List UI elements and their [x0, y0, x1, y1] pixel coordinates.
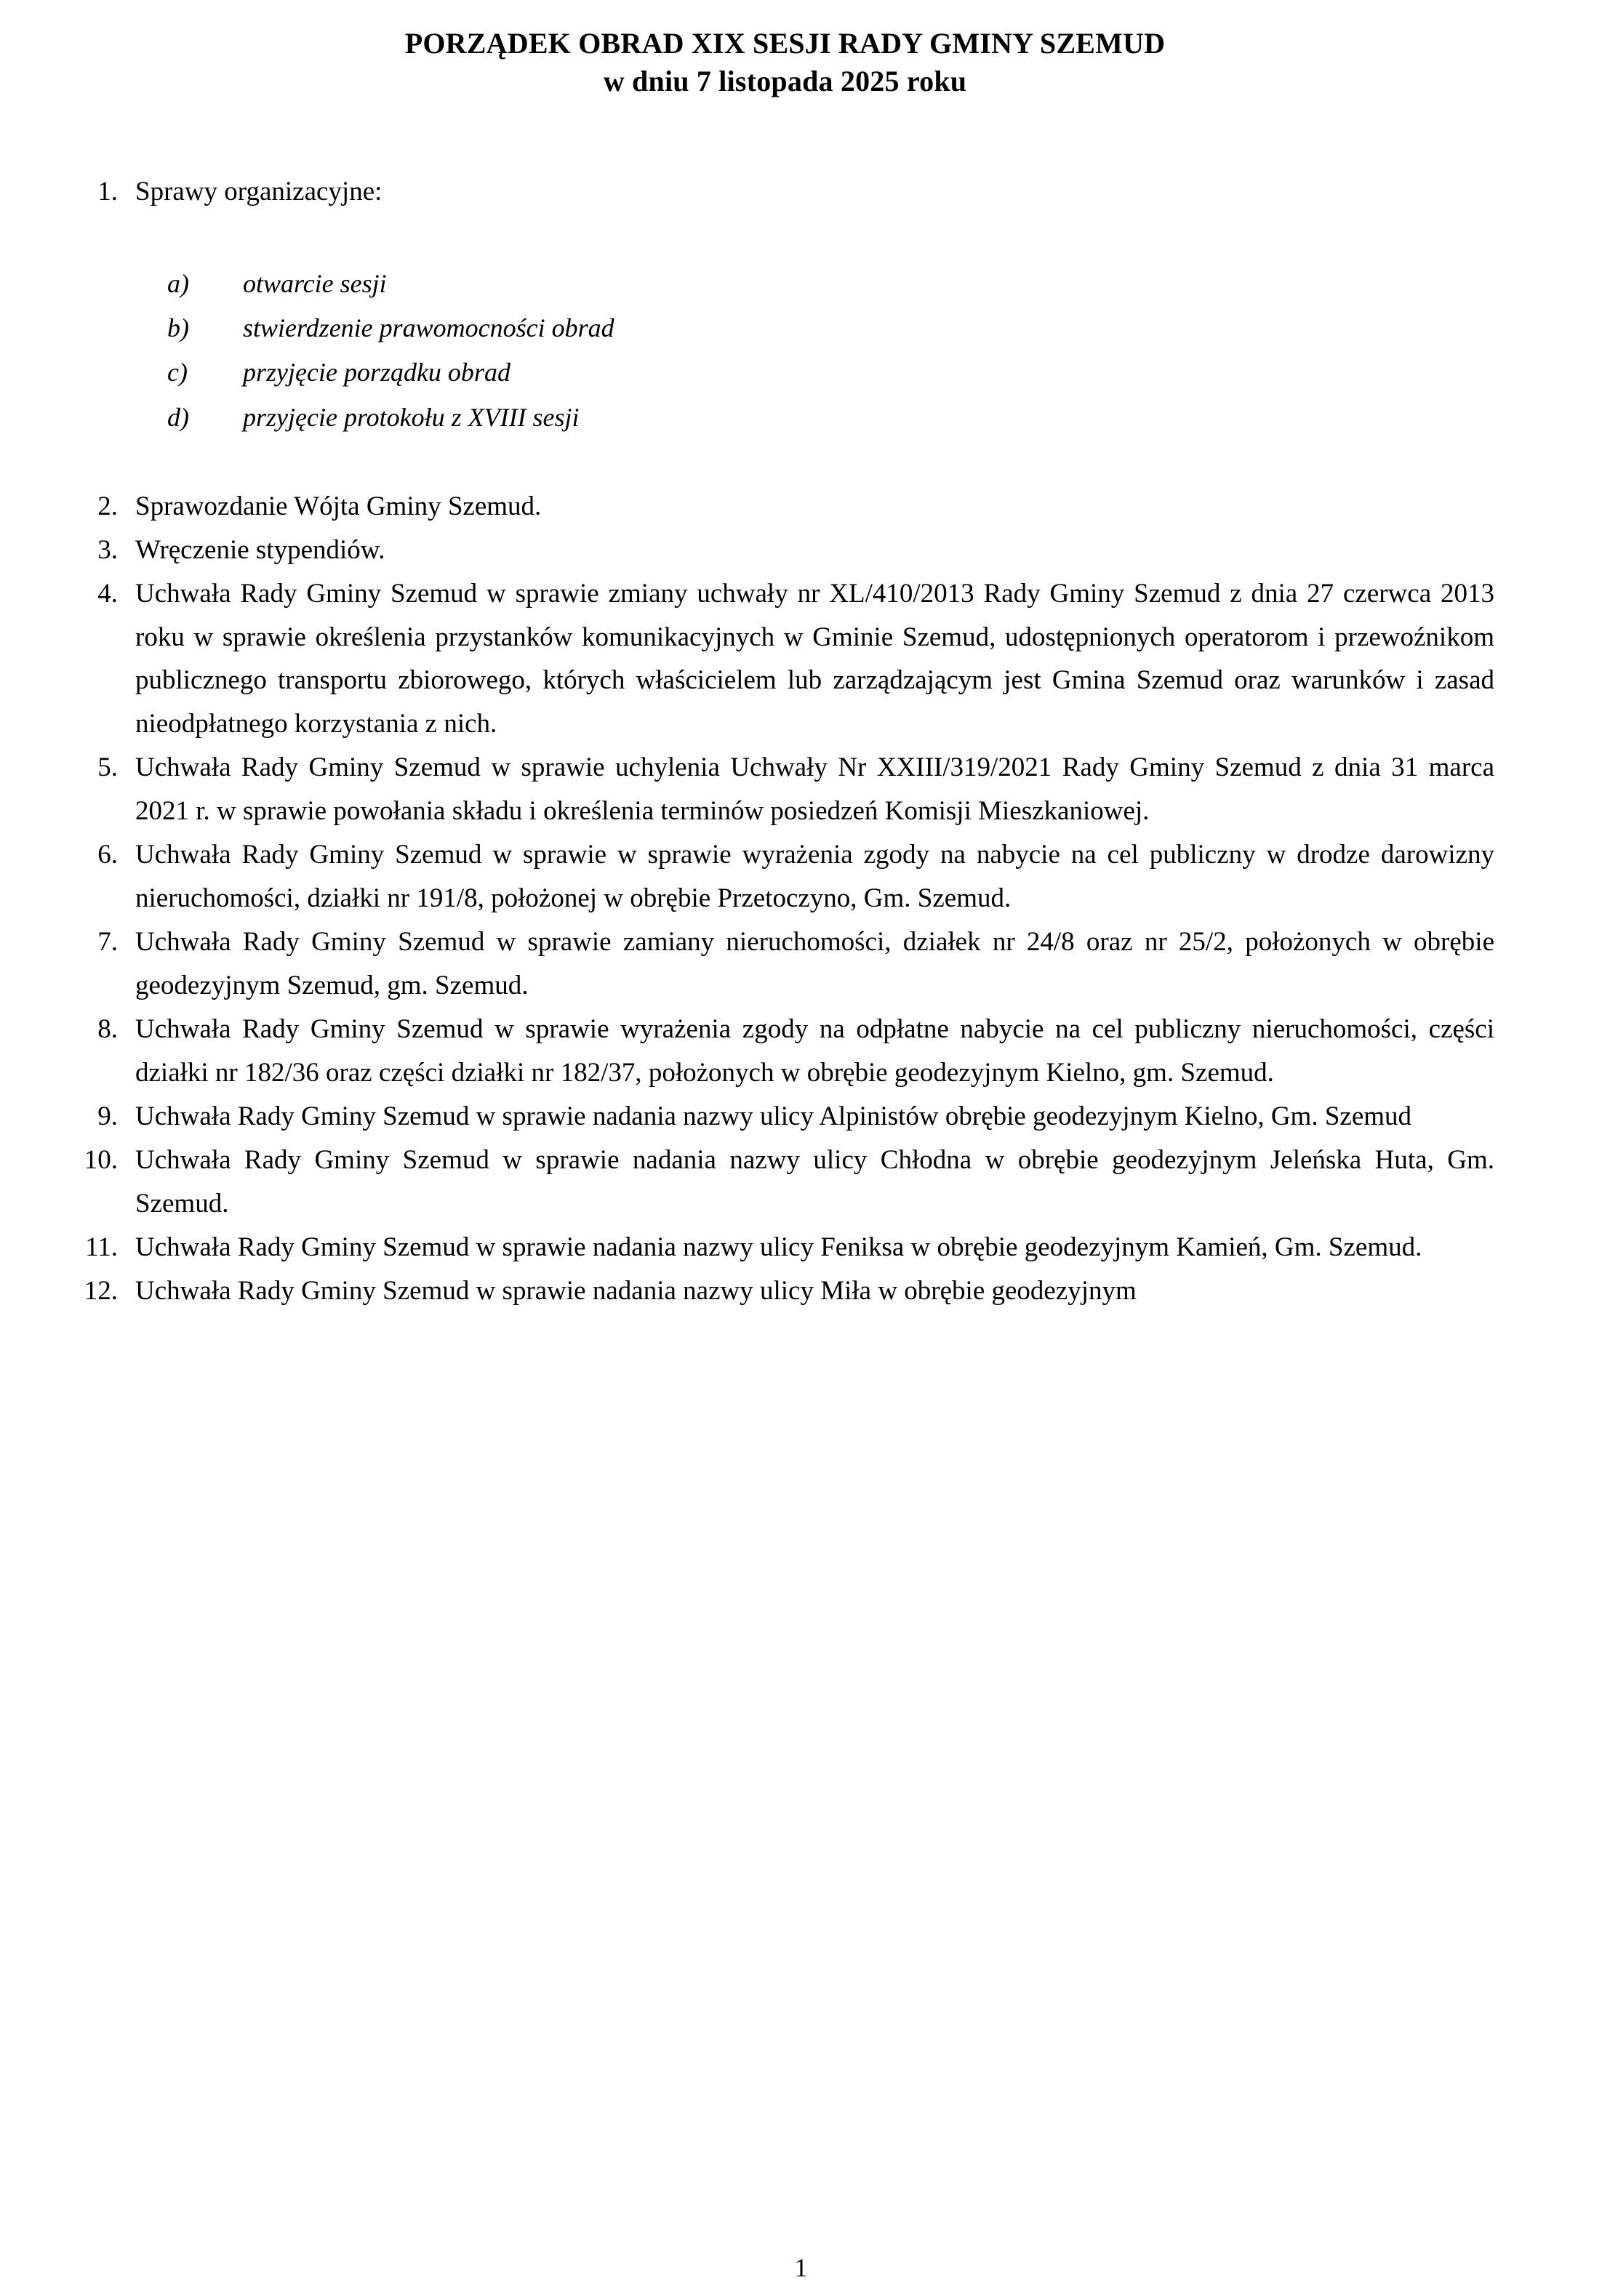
spacer: [135, 440, 1494, 485]
sub-list-item: [135, 262, 1494, 306]
sub-list-item-text: otwarcie sesji: [243, 268, 387, 298]
list-item-text: Uchwała Rady Gminy Szemud w sprawie nadania nazwy ulicy Miła w obrębie geodezyjnym: [135, 1275, 1137, 1306]
list-item: [76, 1139, 1494, 1226]
list-item: [76, 833, 1494, 920]
sub-list-item-label: a): [167, 268, 189, 298]
list-item-number: 10.: [84, 1144, 118, 1175]
list-item-number: 2.: [97, 491, 118, 521]
sub-list-item: [135, 306, 1494, 350]
sub-list-item-label: d): [167, 402, 189, 432]
list-item-text: Uchwała Rady Gminy Szemud w sprawie wyrażenia zgody na odpłatne nabycie na cel publiczny nieruchomości, części działki nr 182/36 oraz części działki nr 182/37, położonych w obrębie geodezyjnym Kielno, gm. Szemud.: [135, 1013, 1494, 1088]
list-item: [76, 746, 1494, 833]
list-item-text: Sprawozdanie Wójta Gminy Szemud.: [135, 491, 542, 521]
list-item-text: Uchwała Rady Gminy Szemud w sprawie nadania nazwy ulicy Alpinistów obrębie geodezyjnym Kielno, Gm. Szemud: [135, 1101, 1412, 1131]
list-item-number: 4.: [97, 578, 118, 609]
list-item-number: 12.: [84, 1275, 118, 1306]
list-item-number: 6.: [97, 840, 118, 870]
sub-list-item-label: c): [167, 358, 188, 388]
list-item: [76, 1008, 1494, 1095]
list-item-text: Uchwała Rady Gminy Szemud w sprawie zamiany nieruchomości, działek nr 24/8 oraz nr 25/2, położonych w obrębie geodezyjnym Szemud, gm. Szemud.: [135, 927, 1494, 1000]
list-item-text: Uchwała Rady Gminy Szemud w sprawie nadania nazwy ulicy Chłodna w obrębie geodezyjnym Jeleńska Huta, Gm. Szemud.: [135, 1144, 1494, 1219]
list-item: [76, 920, 1494, 1008]
page-title: [76, 25, 1494, 100]
list-item: [76, 572, 1494, 747]
list-item: [76, 1269, 1494, 1313]
sub-list-item: [135, 396, 1494, 440]
list-item-text: Wręczenie stypendiów.: [135, 534, 385, 565]
list-item: [76, 1226, 1494, 1269]
list-item-text: Uchwała Rady Gminy Szemud w sprawie uchylenia Uchwały Nr XXIII/319/2021 Rady Gminy Szemud z dnia 31 marca 2021 r. w sprawie powołania składu i określenia terminów posiedzeń Komisji Mieszkaniowej.: [135, 752, 1494, 827]
list-item-number: 3.: [97, 534, 118, 565]
list-item-text: Sprawy organizacyjne:: [135, 177, 383, 206]
list-item-number: 11.: [85, 1232, 118, 1262]
list-item-number: 5.: [97, 752, 118, 783]
agenda-body: [76, 170, 1494, 1313]
list-item: [76, 485, 1494, 529]
list-item: [76, 529, 1494, 572]
sub-list-item: [135, 350, 1494, 395]
sub-list-item-text: przyjęcie protokołu z XVIII sesji: [243, 402, 580, 432]
list-item-text: Uchwała Rady Gminy Szemud w sprawie zmiany uchwały nr XL/410/2013 Rady Gminy Szemud z dnia 27 czerwca 2013 roku w sprawie określenia przystanków komunikacyjnych w Gminie Szemud, udostępnionych operatorom i przewoźnikom publicznego transportu zbiorowego, których właścicielem lub zarządzającym jest Gmina Szemud oraz warunków i zasad nieodpłatnego korzystania z nich.: [135, 578, 1494, 739]
list-item-number: 9.: [97, 1101, 118, 1131]
page-number: 1: [794, 2253, 808, 2282]
sub-list-item-label: b): [167, 313, 189, 343]
sub-agenda-list: [135, 262, 1494, 440]
list-item-text: Uchwała Rady Gminy Szemud w sprawie w sprawie wyrażenia zgody na nabycie na cel publiczny w drodze darowizny nieruchomości, działki nr 191/8, położonej w obrębie Przetoczyno, Gm. Szemud.: [135, 840, 1494, 914]
sub-list-item-text: stwierdzenie prawomocności obrad: [243, 313, 614, 343]
sub-list-item-text: przyjęcie porządku obrad: [243, 358, 510, 388]
list-item: [76, 170, 1494, 485]
list-item: [76, 1095, 1494, 1139]
title-line-1: PORZĄDEK OBRAD XIX SESJI RADY GMINY SZEMUD: [404, 27, 1166, 60]
list-item-text: Uchwała Rady Gminy Szemud w sprawie nadania nazwy ulicy Feniksa w obrębie geodezyjnym Kamień, Gm. Szemud.: [135, 1232, 1422, 1262]
list-item-number: 1.: [97, 177, 118, 206]
list-item-number: 8.: [97, 1013, 118, 1044]
agenda-list: [76, 170, 1494, 1313]
list-item-number: 7.: [97, 927, 118, 958]
title-line-2: w dniu 7 listopada 2025 roku: [603, 65, 967, 97]
